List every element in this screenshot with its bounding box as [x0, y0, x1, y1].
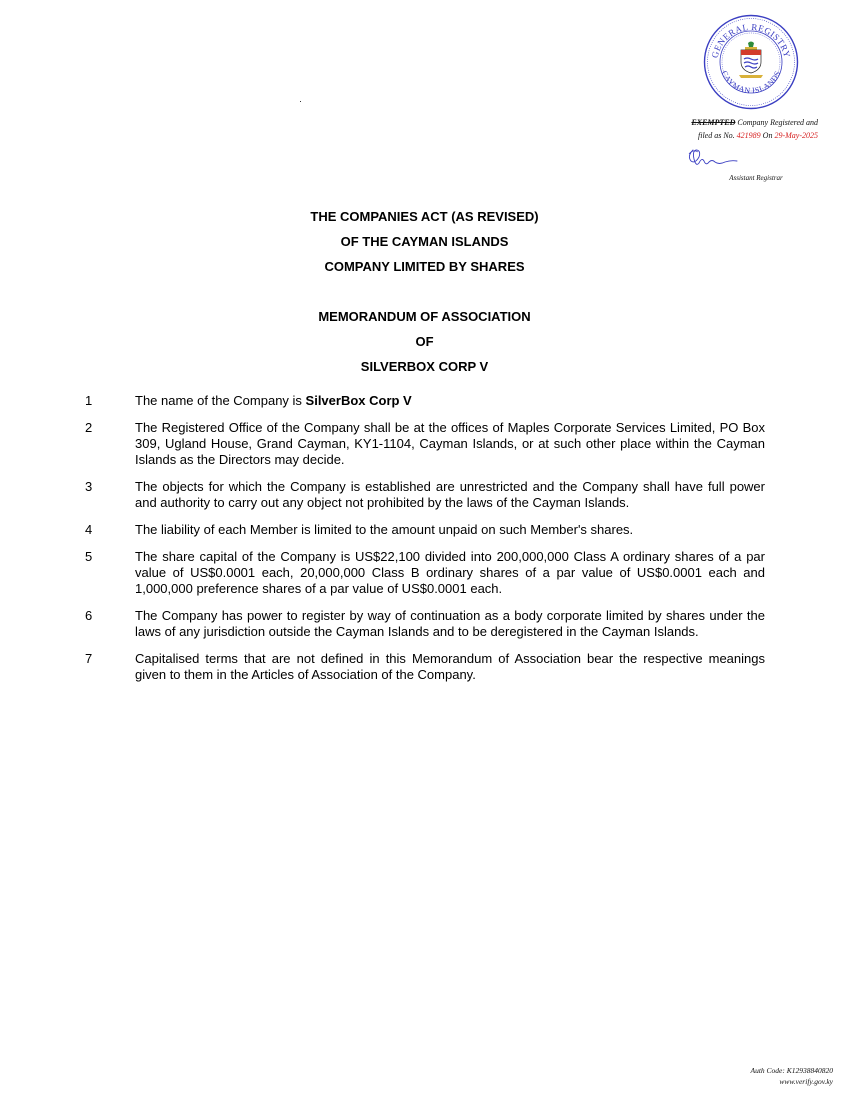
clause-text: The Registered Office of the Company shall be at the offices of Maples Corporate Services Limited, PO Box 309, Ugland House, Grand Cayman, KY1-1104, Cayman Islands, or at such other place within the Cayman Islands as the Directors may decide.	[135, 420, 765, 467]
clause-3	[0, 479, 849, 511]
clause-number: 1	[85, 393, 93, 408]
clause-4	[0, 522, 849, 538]
stamp-line-1	[660, 116, 818, 129]
clause-1	[0, 393, 849, 409]
clause-text: The share capital of the Company is US$22,100 divided into 200,000,000 Class A ordinary shares of a par value of US$0.0001 each, 20,000,000 Class B ordinary shares of a par value of US$0.0001 each and 1,000,000 preference shares of a par value of US$0.0001 each.	[135, 549, 765, 596]
clause-7	[0, 651, 849, 683]
jurisdiction-title: OF THE CAYMAN ISLANDS	[340, 234, 509, 249]
verify-url: www.verify.gov.ky	[779, 1077, 833, 1086]
on-label: On	[762, 131, 773, 140]
seal-bottom-text: CAYMAN ISLANDS	[719, 69, 783, 96]
stamp-line-2	[660, 129, 818, 142]
act-title: THE COMPANIES ACT (AS REVISED)	[310, 209, 539, 224]
clause-number: 3	[85, 479, 93, 494]
clause-2	[0, 420, 849, 468]
exempted-label: EXEMPTED	[691, 118, 736, 127]
scan-speck	[300, 101, 301, 102]
clause-number: 2	[85, 420, 93, 435]
auth-code: Auth Code: K12938840820	[750, 1066, 833, 1075]
clause-text: The objects for which the Company is established are unrestricted and the Company shall have full power and authority to carry out any object not prohibited by the laws of the Cayman Islands.	[135, 479, 765, 510]
clause-number: 5	[85, 549, 93, 564]
coat-of-arms-icon	[739, 42, 763, 79]
general-registry-seal	[703, 14, 799, 110]
clause-text: The Company has power to register by way of continuation as a body corporate limited by shares under the laws of any jurisdiction outside the Cayman Islands and to be deregistered in the Cayman Islands.	[135, 608, 765, 639]
company-name: SilverBox Corp V	[305, 393, 412, 408]
clause-text: The liability of each Member is limited to the amount unpaid on such Member's shares.	[135, 522, 634, 537]
clause-text: Capitalised terms that are not defined in this Memorandum of Association bear the respective meanings given to them in the Articles of Association of the Company.	[135, 651, 765, 682]
clause-number: 7	[85, 651, 93, 666]
clause-number: 4	[85, 522, 93, 537]
clauses-list	[0, 393, 849, 694]
memorandum-title: MEMORANDUM OF ASSOCIATION	[318, 309, 531, 324]
assistant-registrar-label: Assistant Registrar	[729, 174, 783, 182]
company-type-title: COMPANY LIMITED BY SHARES	[324, 259, 525, 274]
clause-number: 6	[85, 608, 93, 623]
registration-date: 29-May-2025	[774, 131, 818, 140]
registrar-signature	[685, 146, 745, 168]
registration-number: 421989	[736, 131, 761, 140]
registered-text: Company Registered and	[737, 118, 818, 127]
clause-text	[135, 393, 765, 409]
clause-6	[0, 608, 849, 640]
clause-5	[0, 549, 849, 597]
verification-footer	[673, 1065, 833, 1087]
company-name-title: SILVERBOX CORP V	[360, 359, 489, 374]
filed-as-text: filed as No.	[698, 131, 735, 140]
seal-top-text: GENERAL REGISTRY	[709, 21, 793, 59]
clause-1-text: The name of the Company is	[135, 393, 306, 408]
memorandum-of: OF	[415, 334, 434, 349]
registration-stamp	[660, 116, 818, 142]
